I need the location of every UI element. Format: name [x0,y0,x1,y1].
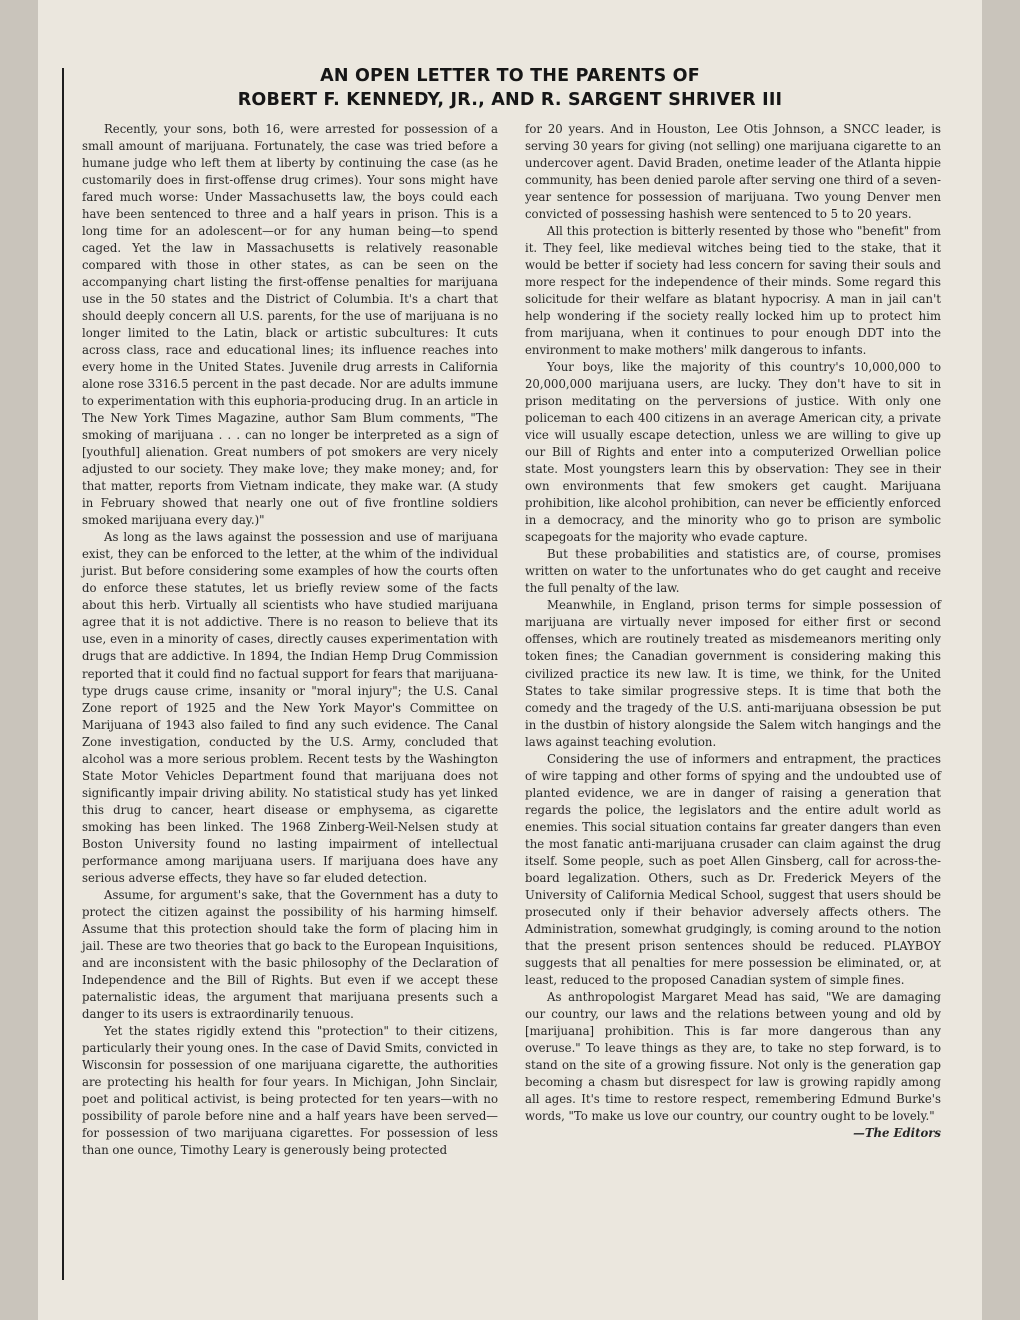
paragraph: All this protection is bitterly resented by those who "benefit" from it. They feel, like medieval witches being tied to the stake, that it would be better if society had less concern for saving their souls and more respect for the independence of their minds. Some regard this solicitude for their welfare as blatant hypocrisy. A man in jail can't help wondering if the society really locked him up to protect him from marijuana, when it continues to pour enough DDT into the environment to make mothers' milk dangerous to infants. [525,224,941,358]
paragraph-continuation: for 20 years. And in Houston, Lee Otis Johnson, a SNCC leader, is serving 30 years for giving (not selling) one marijuana cigarette to an undercover agent. David Braden, onetime leader of the Atlanta hippie community, has been denied parole after serving one third of a seven-year sentence for possession of marijuana. Two young Denver men convicted of possessing hashish were sentenced to 5 to 20 years. [525,122,941,222]
title-line-2: ROBERT F. KENNEDY, JR., AND R. SARGENT SHRIVER III [237,90,783,110]
magazine-page [38,0,982,1320]
title-line-1: AN OPEN LETTER TO THE PARENTS OF [320,66,700,86]
paragraph: But these probabilities and statistics are, of course, promises written on water to the unfortunates who do get caught and receive the full penalty of the law. [525,547,941,596]
paragraph: Your boys, like the majority of this country's 10,000,000 to 20,000,000 marijuana users, are lucky. They don't have to sit in prison meditating on the perversions of justice. With only one policeman to each 400 citizens in an average American city, a private vice will usually escape detection, unless we are willing to give up our Bill of Rights and enter into a computerized Orwellian police state. Most youngsters learn this by observation: They see in their own environments that few smokers get caught. Marijuana prohibition, like alcohol prohibition, can never be efficiently enforced in a democracy, and the minority who go to prison are symbolic scapegoats for the majority who evade capture. [525,360,941,545]
paragraph: As anthropologist Margaret Mead has said, "We are damaging our country, our laws and the relations between young and old by [marijuana] prohibition. This is far more dangerous than any overuse." To leave things as they are, to take no step forward, is to stand on the site of a growing fissure. Not only is the generation gap becoming a chasm but disrespect for law is growing rapidly among all ages. It's time to restore respect, remembering Edmund Burke's words, "To make us love our country, our country ought to be lovely." [525,989,941,1123]
vertical-rule [62,68,64,1280]
signature: —The Editors [853,1125,941,1140]
paragraph: Meanwhile, in England, prison terms for simple possession of marijuana are virtually never imposed for either first or second offenses, which are routinely treated as misdemeanors meriting only token fines; the Canadian government is considering making this civilized practice its new law. It is time, we think, for the United States to take similar progressive steps. It is time that both the comedy and the tragedy of the U.S. anti-marijuana obsession be put in the dustbin of history alongside the Salem witch hangings and the laws against teaching evolution. [525,598,941,749]
page-title [38,64,982,112]
left-column [82,121,498,1159]
paragraph: Assume, for argument's sake, that the Government has a duty to protect the citizen against the possibility of his harming himself. Assume that this protection should take the form of placing him in jail. These are two theories that go back to the European Inquisitions, and are inconsistent with the basic philosophy of the Declaration of Independence and the Bill of Rights. But even if we accept these paternalistic ideas, the argument that marijuana presents such a danger to its users is extraordinarily tenuous. [82,887,498,1021]
paragraph: Considering the use of informers and entrapment, the practices of wire tapping and other forms of spying and the undoubted use of planted evidence, we are in danger of raising a generation that regards the police, the legislators and the entire adult world as enemies. This social situation contains far greater dangers than even the most fanatic anti-marijuana crusader can claim against the drug itself. Some people, such as poet Allen Ginsberg, call for across-the-board legalization. Others, such as Dr. Frederick Meyers of the University of California Medical School, suggest that users should be prosecuted only if their behavior adversely affects others. The Administration, somewhat grudgingly, is coming around to the notion that the present prison sentences should be reduced. PLAYBOY suggests that all penalties for mere possession be eliminated, or, at least, reduced to the proposed Canadian system of simple fines. [525,751,941,987]
right-column [525,121,941,1142]
paragraph: Yet the states rigidly extend this "protection" to their citizens, particularly their young ones. In the case of David Smits, convicted in Wisconsin for possession of one marijuana cigarette, the authorities are protecting his health for four years. In Michigan, John Sinclair, poet and political activist, is being protected for ten years—with no possibility of parole before nine and a half years have been served—for possession of two marijuana cigarettes. For possession of less than one ounce, Timothy Leary is generously being protected [82,1023,498,1157]
paragraph: As long as the laws against the possession and use of marijuana exist, they can be enforced to the letter, at the whim of the individual jurist. But before considering some examples of how the courts often do enforce these statutes, let us briefly review some of the facts about this herb. Virtually all scientists who have studied marijuana agree that it is not addictive. There is no reason to believe that its use, even in a minority of cases, directly causes experimentation with drugs that are addictive. In 1894, the Indian Hemp Drug Commission reported that it could find no factual support for fears that marijuana-type drugs cause crime, insanity or "moral injury"; the U.S. Canal Zone report of 1925 and the New York Mayor's Committee on Marijuana of 1943 also failed to find any such evidence. The Canal Zone investigation, conducted by the U.S. Army, concluded that alcohol was a more serious problem. Recent tests by the Washington State Motor Vehicles Department found that marijuana does not significantly impair driving ability. No statistical study has yet linked this drug to cancer, heart disease or emphysema, as cigarette smoking has been linked. The 1968 Zinberg-Weil-Nelsen study at Boston University found no lasting impairment of intellectual performance among marijuana users. If marijuana does have any serious adverse effects, they have so far eluded detection. [82,530,498,885]
paragraph: Recently, your sons, both 16, were arrested for possession of a small amount of marijuana. Fortunately, the case was tried before a humane judge who left them at liberty by continuing the case (as he customarily does in first-offense drug crimes). Your sons might have fared much worse: Under Massachusetts law, the boys could each have been sentenced to three and a half years in prison. This is a long time for an adolescent—or for any human being—to spend caged. Yet the law in Massachusetts is relatively reasonable compared with those in other states, as can be seen on the accompanying chart listing the first-offense penalties for marijuana use in the 50 states and the District of Columbia. It's a chart that should deeply concern all U.S. parents, for the use of marijuana is no longer limited to the Latin, black or artistic subcultures: It cuts across class, race and educational lines; its influence reaches into every home in the United States. Juvenile drug arrests in California alone rose 3316.5 percent in the past decade. Nor are adults immune to experimentation with this euphoria-producing drug. In an article in The New York Times Magazine, author Sam Blum comments, "The smoking of marijuana . . . can no longer be interpreted as a sign of [youthful] alienation. Great numbers of pot smokers are very nicely adjusted to our society. They make love; they make money; and, for that matter, reports from Vietnam indicate, they make war. (A study in February showed that nearly one out of five frontline soldiers smoked marijuana every day.)" [82,122,498,528]
